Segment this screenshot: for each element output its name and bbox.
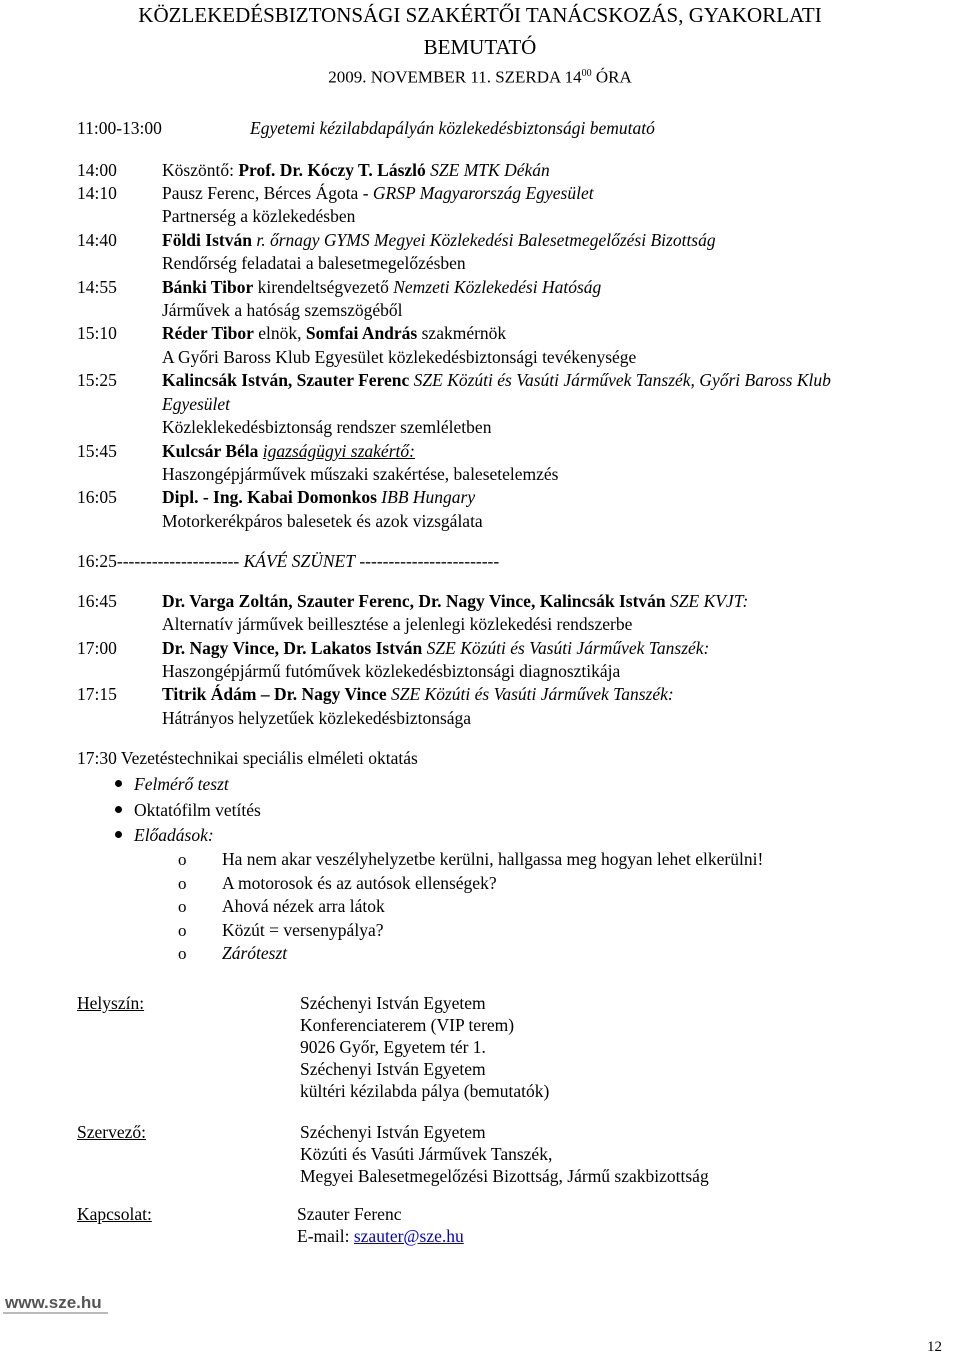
- program-entry: Kulcsár Béla igazságügyi szakértő:: [162, 441, 415, 461]
- circle-bullet-icon: o: [178, 944, 187, 963]
- training-item: Oktatófilm vetítés: [134, 800, 261, 820]
- contact-label: Kapcsolat:: [77, 1204, 152, 1224]
- contact-name: Szauter Ferenc: [297, 1204, 402, 1224]
- program-entry: Pausz Ferenc, Bérces Ágota - GRSP Magyarország Egyesület: [162, 183, 594, 203]
- program-entry: Kalincsák István, Szauter Ferenc SZE Közúti és Vasúti Járművek Tanszék, Győri Baross Klub: [162, 370, 831, 390]
- program-entry: Titrik Ádám – Dr. Nagy Vince SZE Közúti és Vasúti Járművek Tanszék:: [162, 684, 674, 704]
- program-time: 15:10: [77, 323, 117, 343]
- program-topic: Partnerség a közlekedésben: [162, 206, 356, 226]
- opening-text: Egyetemi kézilabdapályán közlekedésbiztonsági bemutató: [250, 118, 655, 138]
- venue-label: Helyszín:: [77, 993, 145, 1013]
- program-time: 16:45: [77, 591, 117, 611]
- opening-time: 11:00-13:00: [77, 118, 162, 138]
- venue-line: Széchenyi István Egyetem: [300, 993, 486, 1013]
- document-title-line2: BEMUTATÓ: [423, 35, 537, 59]
- program-entry: Köszöntő: Prof. Dr. Kóczy T. László SZE MTK Dékán: [162, 160, 550, 180]
- program-time: 15:45: [77, 441, 117, 461]
- program-topic: Alternatív járművek beillesztése a jelenlegi közlekedési rendszerbe: [162, 614, 633, 634]
- program-time: 14:55: [77, 277, 117, 297]
- program-entry: Dr. Nagy Vince, Dr. Lakatos István SZE Közúti és Vasúti Járművek Tanszék:: [162, 638, 710, 658]
- lecture-item: A motorosok és az autósok ellenségek?: [222, 873, 497, 893]
- program-entry: Bánki Tibor kirendeltségvezető Nemzeti Közlekedési Hatóság: [162, 277, 602, 297]
- program-time: 17:15: [77, 684, 117, 704]
- bullet-icon: [115, 780, 122, 787]
- circle-bullet-icon: o: [178, 897, 187, 916]
- event-date: 2009. NOVEMBER 11. SZERDA $14^{00}$ ÓRA: [328, 67, 632, 87]
- university-logo: [3, 1288, 108, 1318]
- lecture-item: Ha nem akar veszélyhelyzetbe kerülni, hallgassa meg hogyan lehet elkerülni!: [222, 849, 764, 869]
- program-entry: Réder Tibor elnök, Somfai András szakmérnök: [162, 323, 507, 343]
- circle-bullet-icon: o: [178, 850, 187, 869]
- venue-line: kültéri kézilabda pálya (bemutatók): [300, 1081, 550, 1101]
- program-time: 17:00: [77, 638, 117, 658]
- program-time: 14:00: [77, 160, 117, 180]
- program-entry: Dr. Varga Zoltán, Szauter Ferenc, Dr. Nagy Vince, Kalincsák István SZE KVJT:: [162, 591, 749, 611]
- training-heading: 17:30 Vezetéstechnikai speciális elméleti oktatás: [77, 748, 418, 768]
- venue-line: 9026 Győr, Egyetem tér 1.: [300, 1037, 486, 1057]
- lecture-item: Záróteszt: [222, 943, 288, 963]
- circle-bullet-icon: o: [178, 874, 187, 893]
- lecture-item: Ahová nézek arra látok: [222, 896, 385, 916]
- program-topic: Járművek a hatóság szemszögéből: [162, 300, 403, 320]
- contact-email: E-mail: szauter@sze.hu: [297, 1226, 464, 1246]
- venue-line: Konferenciaterem (VIP terem): [300, 1015, 515, 1035]
- organizer-label: Szervező:: [77, 1122, 146, 1142]
- coffee-break: 16:25--------------------- KÁVÉ SZÜNET ------------------------: [77, 551, 500, 571]
- lecture-item: Közút = versenypálya?: [222, 920, 384, 940]
- program-time: 14:40: [77, 230, 117, 250]
- organizer-line: Megyei Balesetmegelőzési Bizottság, Jármű szakbizottság: [300, 1166, 709, 1186]
- organizer-line: Közúti és Vasúti Járművek Tanszék,: [300, 1144, 553, 1164]
- program-time: 16:05: [77, 487, 117, 507]
- program-topic: Haszongépjármű futóművek közlekedésbiztonsági diagnosztikája: [162, 661, 621, 681]
- document-title-line1: KÖZLEKEDÉSBIZTONSÁGI SZAKÉRTŐI TANÁCSKOZÁS, GYAKORLATI: [138, 3, 822, 27]
- email-link[interactable]: szauter@sze.hu: [353, 1226, 464, 1246]
- bullet-icon: [115, 831, 122, 838]
- program-entry-continued: Egyesület: [162, 394, 231, 414]
- bullet-icon: [115, 806, 122, 813]
- training-item: Előadások:: [134, 825, 214, 845]
- logo-text: www.sze.hu: [5, 1293, 102, 1312]
- training-item: Felmérő teszt: [134, 774, 229, 794]
- program-topic: A Győri Baross Klub Egyesület közlekedésbiztonsági tevékenysége: [162, 347, 637, 367]
- program-time: 14:10: [77, 183, 117, 203]
- program-topic: Motorkerékpáros balesetek és azok vizsgálata: [162, 511, 483, 531]
- program-topic: Hátrányos helyzetűek közlekedésbiztonsága: [162, 708, 472, 728]
- program-topic: Közleklekedésbiztonság rendszer szemléletben: [162, 417, 492, 437]
- program-topic: Rendőrség feladatai a balesetmegelőzésben: [162, 253, 466, 273]
- organizer-line: Széchenyi István Egyetem: [300, 1122, 486, 1142]
- program-topic: Haszongépjárművek műszaki szakértése, balesetelemzés: [162, 464, 559, 484]
- program-time: 15:25: [77, 370, 117, 390]
- page-number: 12: [927, 1339, 942, 1355]
- venue-line: Széchenyi István Egyetem: [300, 1059, 486, 1079]
- program-entry: Dipl. - Ing. Kabai Domonkos IBB Hungary: [162, 487, 476, 507]
- program-entry: Földi István r. őrnagy GYMS Megyei Közlekedési Balesetmegelőzési Bizottság: [162, 230, 716, 250]
- circle-bullet-icon: o: [178, 921, 187, 940]
